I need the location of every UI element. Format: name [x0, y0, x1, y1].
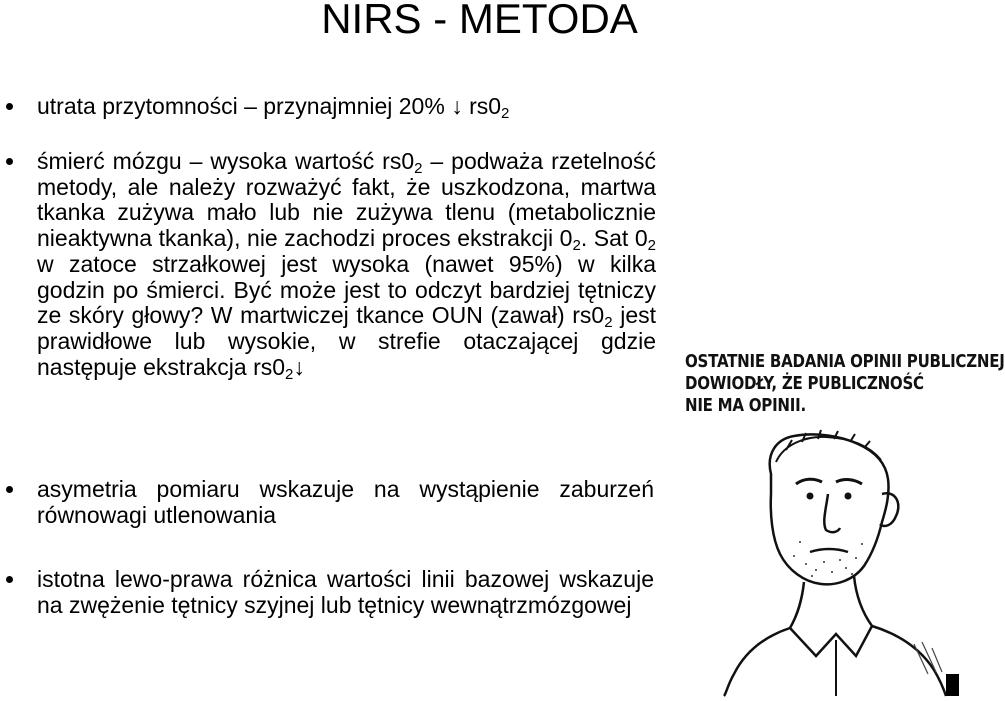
- subscript: 2: [285, 365, 294, 383]
- subscript: 2: [572, 237, 581, 255]
- bullet-text-1: [37, 94, 637, 120]
- caption-line-2: DOWIODŁY, ŻE PUBLICZNOŚĆ: [685, 374, 924, 394]
- subscript: 2: [414, 160, 423, 177]
- caption-line-1: OSTATNIE BADANIA OPINII PUBLICZNEJ: [685, 352, 1005, 372]
- slide-title: NIRS - METODA: [321, 0, 638, 42]
- bullet-dot: [6, 576, 13, 583]
- caption-line-3: NIE MA OPINII.: [685, 396, 806, 416]
- bullet-text-3: asymetria pomiaru wskazuje na wystąpienie zaburzeń równowagi utlenowania: [37, 476, 654, 528]
- bullet-text-2: [37, 148, 657, 383]
- down-arrow-icon: ↓: [293, 353, 305, 380]
- bullet-2-text-1: śmierć mózgu – wysoka wartość rs0: [37, 148, 415, 174]
- subscript: 2: [647, 237, 657, 255]
- bullet-dot: [6, 158, 13, 165]
- bullet-2-text-3: . Sat 0: [580, 225, 648, 252]
- bullet-2-text-2: – podważa rzetelność metody, ale należy rozważyć fakt, że uszkodzona, martwa tkanka zużywa mało lub nie zużywa tlenu (metabolicznie nieaktywna tkanka), nie zachodzi proces ekstrakcji 0: [37, 148, 656, 252]
- bullet-2-text-5: jest prawidłowe lub wysokie, w strefie otaczającej gdzie następuje ekstrakcja rs0: [37, 302, 657, 380]
- bullet-dot: [6, 103, 13, 110]
- cartoon-caption: [685, 351, 1005, 417]
- bullet-dot: [6, 486, 13, 493]
- bullet-1-text-2: rs0: [462, 93, 502, 119]
- down-arrow-icon: ↓: [451, 93, 463, 119]
- bullet-2-text-4: w zatoce strzałkowej jest wysoka (nawet 95%) w kilka godzin po śmierci. Być może jest to odczyt bardziej tętniczy ze skóry głowy? W martwiczej tkance OUN (zawał) rs0: [37, 250, 656, 329]
- bullet-1-text: utrata przytomności – przynajmniej 20%: [37, 93, 452, 119]
- subscript: 2: [604, 314, 613, 332]
- subscript: 2: [501, 105, 510, 122]
- bullet-text-4: istotna lewo-prawa różnica wartości linii bazowej wskazuje na zwężenie tętnicy szyjnej lub tętnicy wewnątrzmózgowej: [37, 566, 654, 618]
